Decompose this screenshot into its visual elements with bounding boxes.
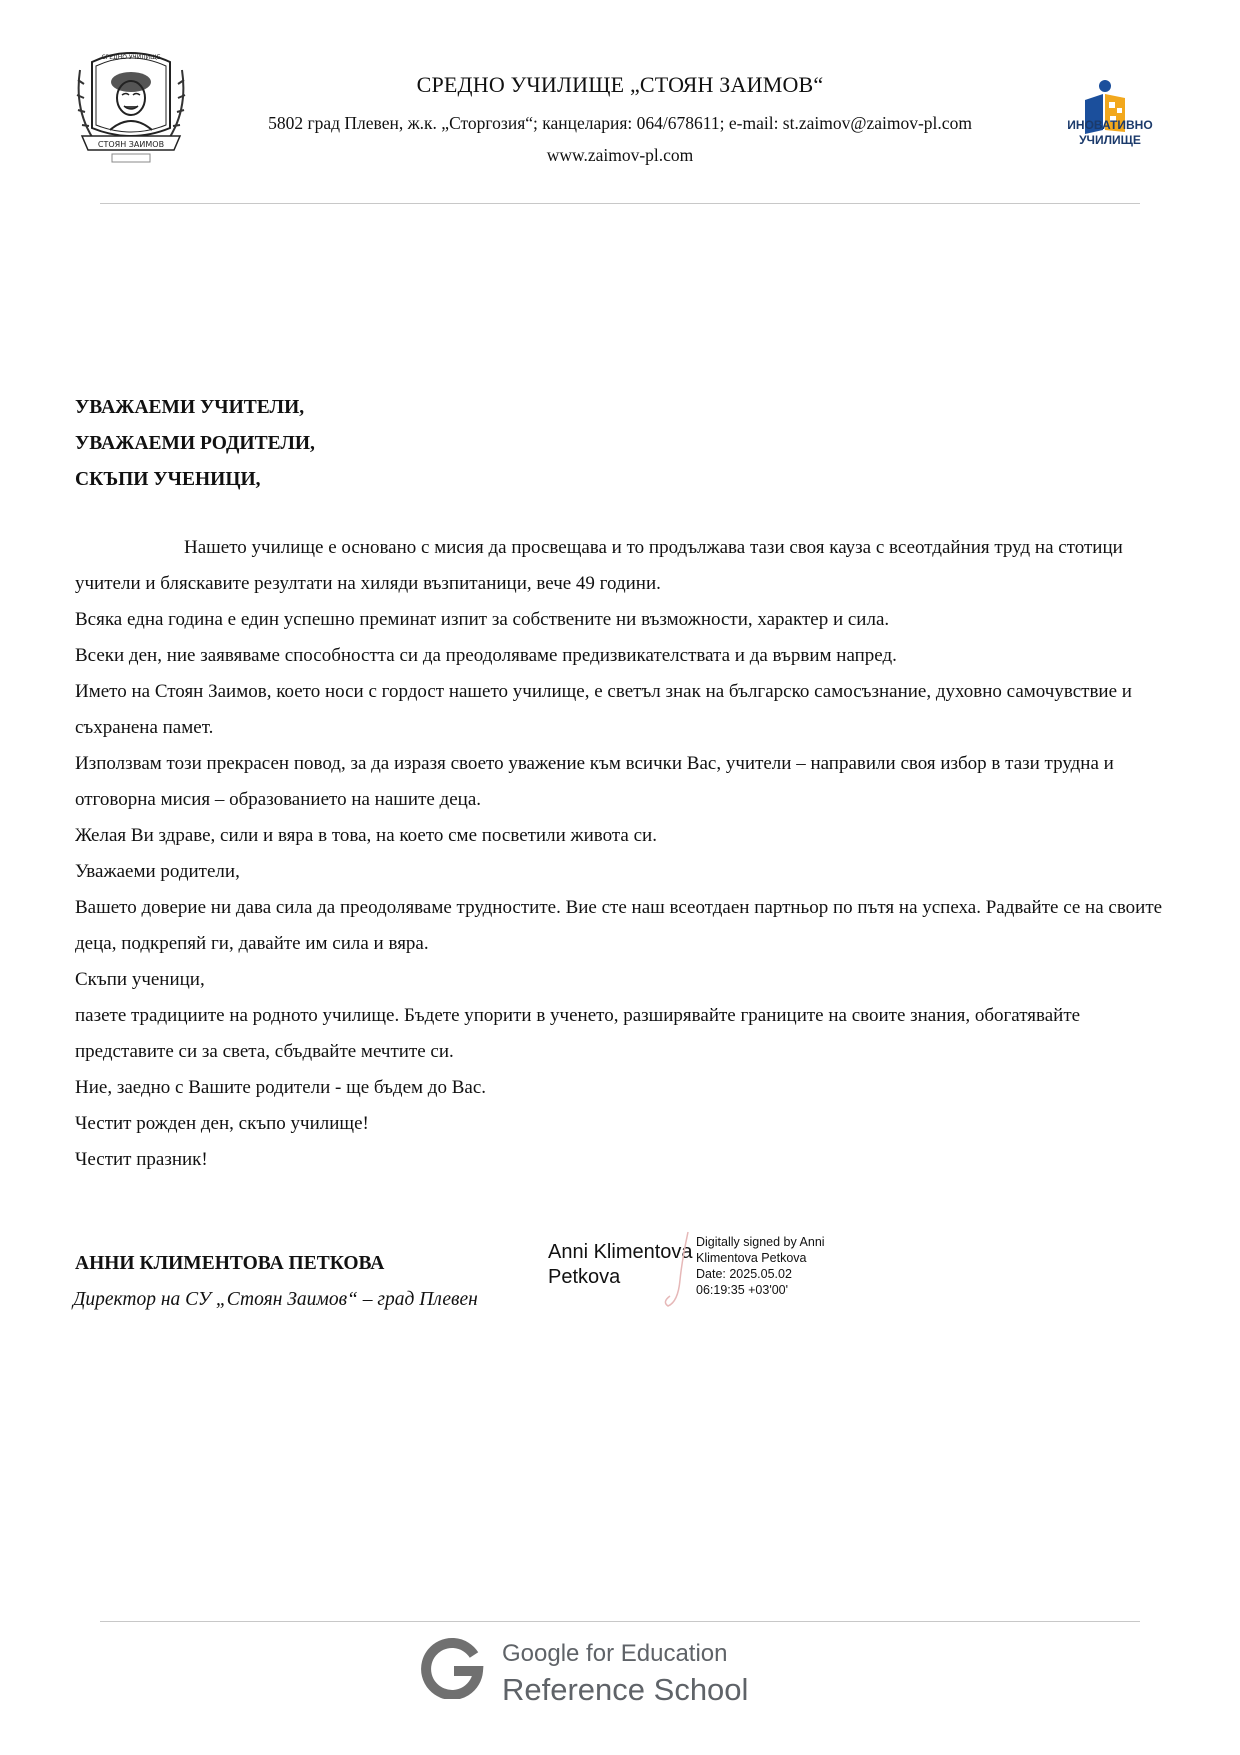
- greeting-block: [75, 390, 315, 498]
- google-for-education-text: Google for Education: [502, 1640, 728, 1667]
- header-divider: [100, 203, 1140, 204]
- school-website: www.zaimov-pl.com: [546, 145, 694, 165]
- digital-info-line: Klimentova Petkova: [696, 1251, 807, 1265]
- footer-divider: [100, 1621, 1140, 1622]
- body-paragraph: Името на Стоян Заимов, което носи с гордост нашето училище, е светъл знак на българско самосъзнание, духовно самочувствие и съхранена памет.: [75, 681, 1132, 738]
- reference-school-text: Reference School: [502, 1672, 749, 1707]
- signatory-name: АННИ КЛИМЕНТОВА ПЕТКОВА: [75, 1253, 385, 1274]
- digital-name-line1: Anni Klimentova: [548, 1241, 693, 1263]
- google-for-education-badge: [420, 1630, 840, 1720]
- digital-signature: [548, 1230, 868, 1310]
- body-paragraph: Вашето доверие ни дава сила да преодоляваме трудностите. Вие сте наш всеотдаен партньор по пътя на успеха. Радвайте се на своите деца, подкрепяй ги, давайте им сила и вяра.: [75, 897, 1163, 954]
- signature-scribble-icon: [658, 1230, 698, 1310]
- body-paragraph: Нашето училище е основано с мисия да просвещава и то продължава тази своя кауза с всеотдайния труд на стотици учители и бляскавите резултати на хиляди възпитаници, вече 49 години.: [75, 537, 1123, 594]
- body-paragraph: Ние, заедно с Вашите родители - ще бъдем до Вас.: [75, 1077, 487, 1098]
- body-paragraph: Честит празник!: [75, 1149, 208, 1170]
- school-address: 5802 град Плевен, ж.к. „Сторгозия“; канцелария: 064/678611; e-mail: st.zaimov@zaimov-pl.com: [268, 113, 972, 133]
- crest-top-text: СРЕДНО УЧИЛИЩЕ: [101, 54, 161, 61]
- innovative-label-line1: ИНОВАТИВНО: [1067, 118, 1153, 132]
- school-crest-logo: [72, 40, 190, 174]
- body-paragraph: Всяка една година е един успешно преминат изпит за собствените ни възможности, характер и сила.: [75, 609, 890, 630]
- greeting-line: СКЪПИ УЧЕНИЦИ,: [75, 469, 261, 490]
- body-paragraph: Честит рожден ден, скъпо училище!: [75, 1113, 369, 1134]
- digital-signature-info: [696, 1234, 876, 1298]
- letter-body: [75, 530, 1165, 1178]
- body-paragraph: Скъпи ученици,: [75, 969, 205, 990]
- crest-ribbon-text: СТОЯН ЗАИМОВ: [97, 140, 165, 149]
- digital-info-line: 06:19:35 +03'00': [696, 1283, 789, 1297]
- greeting-line: УВАЖАЕМИ РОДИТЕЛИ,: [75, 433, 315, 454]
- digital-info-line: Date: 2025.05.02: [696, 1267, 792, 1281]
- body-paragraph: пазете традициите на родното училище. Бъдете упорити в ученето, разширявайте границите на своите знания, обогатявайте представите си за света, сбъдвайте мечтите си.: [75, 1005, 1081, 1062]
- school-name: СРЕДНО УЧИЛИЩЕ „СТОЯН ЗАИМОВ“: [416, 72, 824, 97]
- greeting-line: УВАЖАЕМИ УЧИТЕЛИ,: [75, 397, 305, 418]
- body-paragraph: Всеки ден, ние заявяваме способността си да преодоляваме предизвикателствата и да вървим напред.: [75, 645, 897, 666]
- letterhead: [0, 0, 1240, 210]
- innovative-label-line2: УЧИЛИЩЕ: [1079, 133, 1141, 147]
- digital-name-line2: Petkova: [548, 1266, 621, 1288]
- signatory-title: Директор на СУ „Стоян Заимов“ – град Плевен: [73, 1289, 478, 1310]
- body-paragraph: Използвам този прекрасен повод, за да изразя своето уважение към всички Вас, учители – направили своя избор в тази трудна и отговорна мисия – образованието на нашите деца.: [75, 753, 1114, 810]
- innovative-school-label: [1050, 118, 1170, 148]
- google-g-icon: [420, 1635, 484, 1699]
- body-paragraph: Желая Ви здраве, сили и вяра в това, на което сме посветили живота си.: [75, 825, 657, 846]
- body-paragraph: Уважаеми родители,: [75, 861, 240, 882]
- digital-info-line: Digitally signed by Anni: [696, 1235, 825, 1249]
